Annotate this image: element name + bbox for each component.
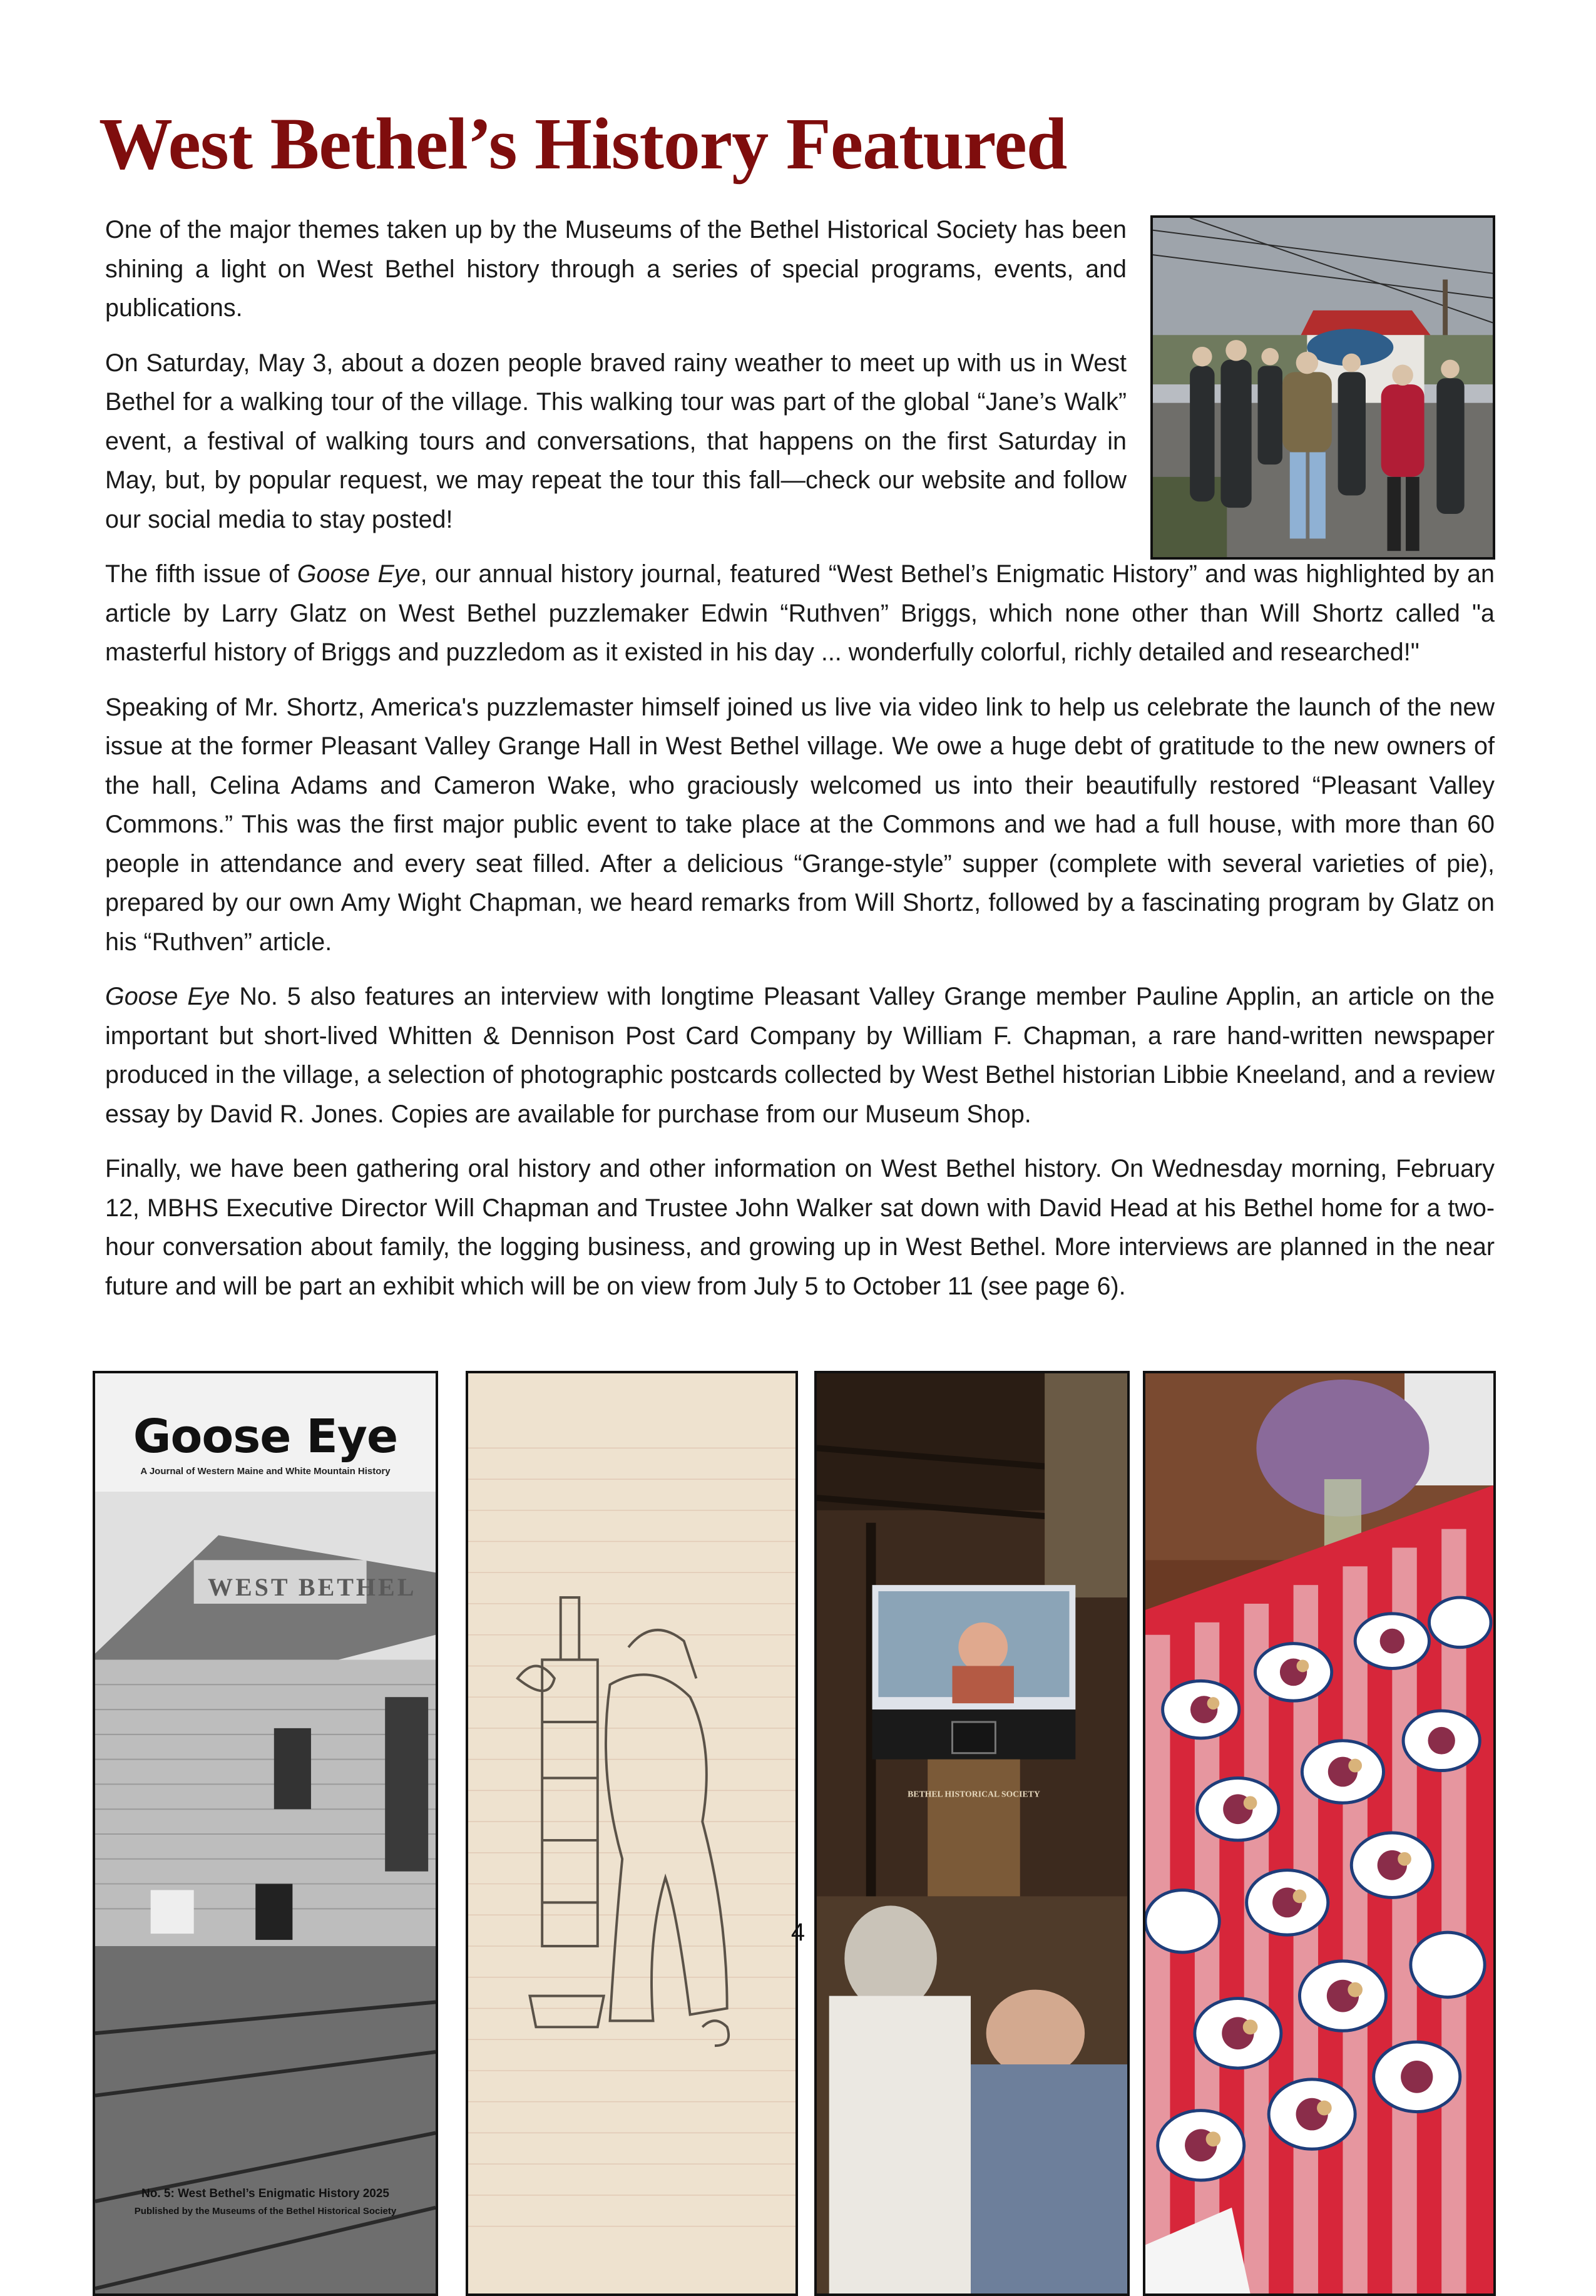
- cover-title: Goose Eye: [133, 1410, 398, 1463]
- cover-issue-label: No. 5: West Bethel’s Enigmatic History 2025: [141, 2187, 389, 2200]
- cover-publisher: Published by the Museums of the Bethel Historical Society: [134, 2206, 397, 2217]
- paragraph-goose-eye-issue: The fifth issue of Goose Eye, our annual history journal, featured “West Bethel’s Enigmatic History” and was highlighted by an article by Larry Glatz on West Bethel puzzlemaker Edwin “Ruthven” Briggs, which none other than Will Shortz called "a masterful history of Briggs and puzzledom as it existed in his day ... wonderfully colorful, richly detailed and researched!": [105, 560, 1495, 666]
- goose-eye-cover-image: [93, 1371, 438, 2296]
- paragraph-walking-tour: On Saturday, May 3, about a dozen people braved rainy weather to meet up with us in West Bethel for a walking tour of the village. This walking tour was part of the global “Jane’s Walk” event, a festival of walking tours and conversations, that happens on the first Saturday in May, but, by popular request, we may repeat the tour this fall—check our website and follow our social media to stay posted!: [105, 349, 1127, 533]
- podium-text: BETHEL HISTORICAL SOCIETY: [908, 1789, 1040, 1799]
- journal-title: Goose Eye: [105, 983, 230, 1010]
- cover-subtitle: A Journal of Western Maine and White Mountain History: [140, 1466, 391, 1477]
- page-title: West Bethel’s History Featured: [99, 103, 1067, 185]
- paragraph-intro: One of the major themes taken up by the Museums of the Bethel Historical Society has been shining a light on West Bethel history through a series of special programs, events, and publications.: [105, 216, 1127, 322]
- pie-supper-photo: [1143, 1371, 1496, 2296]
- paragraph-oral-history: Finally, we have been gathering oral history and other information on West Bethel history. On Wednesday morning, February 12, MBHS Executive Director Will Chapman and Trustee John Walker sat down with David Head at his Bethel home for a two-hour conversation about family, the logging business, and growing up in West Bethel. More interviews are planned in the near future and will be part an exhibit which will be on view from July 5 to October 11 (see page 6).: [105, 1155, 1495, 1300]
- article-body: [105, 210, 1495, 1321]
- paragraph-launch-event: Speaking of Mr. Shortz, America's puzzlemaster himself joined us live via video link to help us celebrate the launch of the new issue at the former Pleasant Valley Grange Hall in West Bethel village. We owe a huge debt of gratitude to the new owners of the hall, Celina Adams and Cameron Wake, who graciously welcomed us into their beautifully restored “Pleasant Valley Commons.” This was the first major public event to take place at the Commons and we had a full house, with more than 60 people in attendance and every seat filled. After a delicious “Grange-style” supper (complete with several varieties of pie), prepared by our own Amy Wight Chapman, we heard remarks from Will Shortz, followed by a fascinating program by Glatz on his “Ruthven” article.: [105, 693, 1495, 956]
- station-sign: WEST BETHEL: [208, 1573, 417, 1601]
- journal-title: Goose Eye: [297, 560, 421, 588]
- page-number: 4: [790, 1919, 806, 1946]
- puzzle-sketch-image: [466, 1371, 798, 2296]
- video-link-event-photo: [814, 1371, 1130, 2296]
- paragraph-issue-contents: Goose Eye No. 5 also features an interview with longtime Pleasant Valley Grange member Pauline Applin, an article on the important but short-lived Whitten & Dennison Post Card Company by William F. Chapman, a rare hand-written newspaper produced in the village, a selection of photographic postcards collected by West Bethel historian Libbie Kneeland, and a review essay by David R. Jones. Copies are available for purchase from our Museum Shop.: [105, 983, 1495, 1128]
